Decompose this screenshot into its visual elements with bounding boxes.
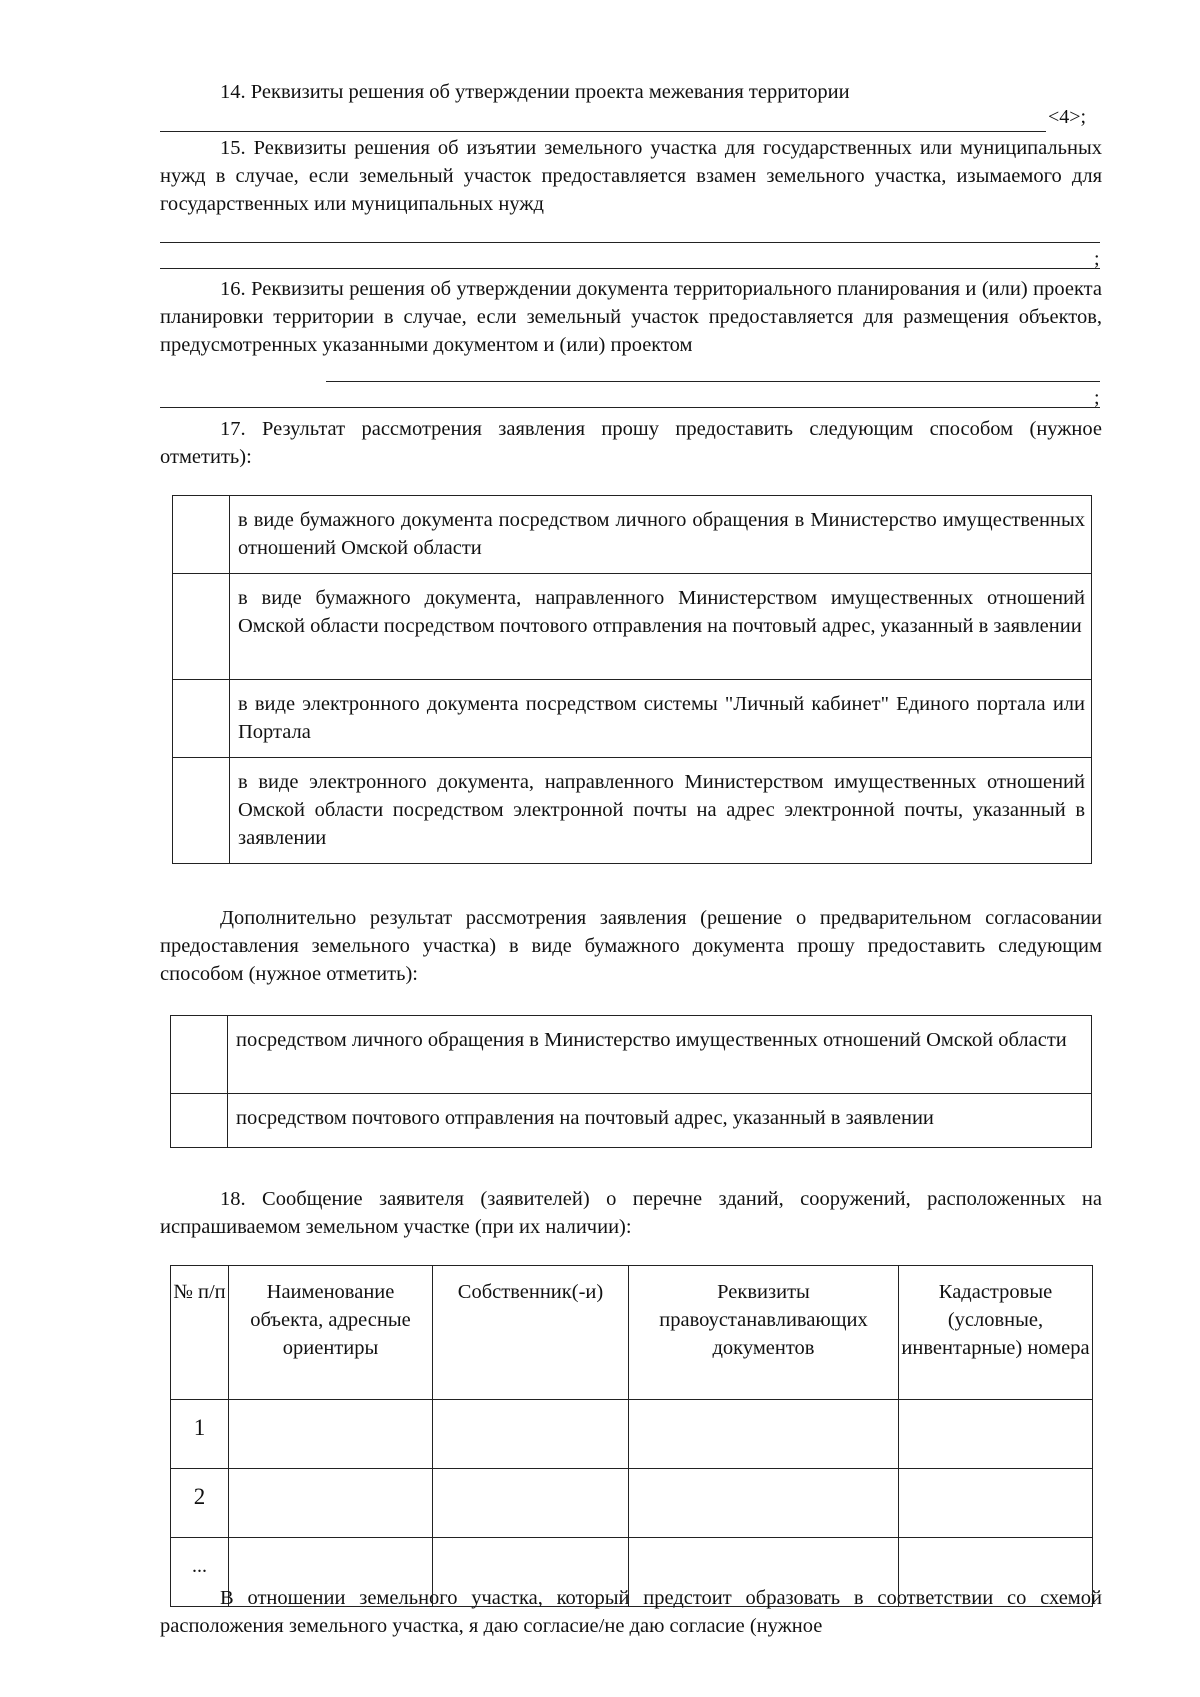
additional-option-row[interactable]	[171, 1016, 1092, 1094]
row-number: 2	[171, 1469, 229, 1538]
additional-label: Дополнительно результат рассмотрения заявления (решение о предварительном согласовании предоставления земельного участка) в виде бумажного документа прошу предоставить следующим способом (нужное отметить):	[160, 907, 1102, 985]
item-14-text	[160, 78, 1102, 106]
item-15-fill-line-2	[160, 268, 1100, 269]
additional-option-label: посредством почтового отправления на почтовый адрес, указанный в заявлении	[228, 1094, 1092, 1148]
table-row	[171, 1469, 1093, 1538]
item-17-option-label: в виде электронного документа, направленного Министерством имущественных отношений Омской области посредством электронной почты на адрес электронной почты, указанный в заявлении	[230, 758, 1092, 864]
table-row	[171, 1400, 1093, 1469]
item-17-option-checkbox[interactable]	[173, 574, 230, 680]
table-cell[interactable]	[433, 1400, 629, 1469]
row-number: ...	[171, 1538, 229, 1607]
item-17-option-label: в виде электронного документа посредством системы "Личный кабинет" Единого портала или Портала	[230, 680, 1092, 758]
header-owner: Собственник(-и)	[433, 1266, 629, 1400]
additional-options-table	[170, 1015, 1092, 1148]
item-17-option-label: в виде бумажного документа, направленного Министерством имущественных отношений Омской области посредством почтового отправления на почтовый адрес, указанный в заявлении	[230, 574, 1092, 680]
item-16-semicolon: ;	[1094, 387, 1100, 409]
item-17-option-row[interactable]	[173, 496, 1092, 574]
item-16-fill-line-2	[160, 407, 1100, 408]
consent-text	[160, 1584, 1102, 1640]
item-15-fill-line-1	[160, 242, 1100, 243]
header-object-name: Наименование объекта, адресные ориентиры	[229, 1266, 433, 1400]
additional-option-checkbox[interactable]	[171, 1094, 228, 1148]
item-17-option-checkbox[interactable]	[173, 758, 230, 864]
consent-label: В отношении земельного участка, который предстоит образовать в соответствии со схемой расположения земельного участка, я даю согласие/не даю согласие (нужное	[160, 1587, 1102, 1637]
additional-option-checkbox[interactable]	[171, 1016, 228, 1094]
item-17-option-checkbox[interactable]	[173, 680, 230, 758]
additional-text	[160, 904, 1102, 988]
item-15-semicolon: ;	[1094, 248, 1100, 270]
table-cell[interactable]	[899, 1469, 1093, 1538]
item-17-options-table	[172, 495, 1092, 864]
item-16-fill-line-1	[326, 381, 1100, 382]
table-cell[interactable]	[629, 1400, 899, 1469]
table-cell[interactable]	[629, 1469, 899, 1538]
table-cell[interactable]	[899, 1400, 1093, 1469]
item-17-option-row[interactable]	[173, 574, 1092, 680]
item-18-text	[160, 1185, 1102, 1241]
additional-option-row[interactable]	[171, 1094, 1092, 1148]
buildings-table-header	[171, 1266, 1093, 1400]
header-number: № п/п	[171, 1266, 229, 1400]
item-15-text	[160, 134, 1102, 218]
header-cadastral-numbers: Кадастровые (условные, инвентарные) номера	[899, 1266, 1093, 1400]
table-cell[interactable]	[229, 1400, 433, 1469]
item-17-text	[160, 415, 1102, 471]
buildings-table	[170, 1265, 1093, 1607]
row-number: 1	[171, 1400, 229, 1469]
additional-option-label: посредством личного обращения в Министерство имущественных отношений Омской области	[228, 1016, 1092, 1094]
table-cell[interactable]	[433, 1469, 629, 1538]
item-14-fill-line	[160, 131, 1046, 132]
item-17-option-row[interactable]	[173, 680, 1092, 758]
header-title-documents: Реквизиты правоустанавливающих документов	[629, 1266, 899, 1400]
item-17-label: 17. Результат рассмотрения заявления прошу предоставить следующим способом (нужное отметить):	[160, 418, 1102, 468]
item-15-label: 15. Реквизиты решения об изъятии земельного участка для государственных или муниципальных нужд в случае, если земельный участок предоставляется взамен земельного участка, изымаемого для государственных или муниципальных нужд	[160, 137, 1102, 215]
item-14-footnote: <4>;	[1048, 106, 1087, 128]
item-18-label: 18. Сообщение заявителя (заявителей) о перечне зданий, сооружений, расположенных на испрашиваемом земельном участке (при их наличии):	[160, 1188, 1102, 1238]
item-14-label: 14. Реквизиты решения об утверждении проекта межевания территории	[220, 81, 850, 103]
item-16-label: 16. Реквизиты решения об утверждении документа территориального планирования и (или) проекта планировки территории в случае, если земельный участок предоставляется для размещения объектов, предусмотренных указанными документом и (или) проектом	[160, 278, 1102, 356]
item-17-option-checkbox[interactable]	[173, 496, 230, 574]
item-17-option-label: в виде бумажного документа посредством личного обращения в Министерство имущественных отношений Омской области	[230, 496, 1092, 574]
item-16-text	[160, 275, 1102, 359]
item-17-option-row[interactable]	[173, 758, 1092, 864]
table-cell[interactable]	[229, 1469, 433, 1538]
